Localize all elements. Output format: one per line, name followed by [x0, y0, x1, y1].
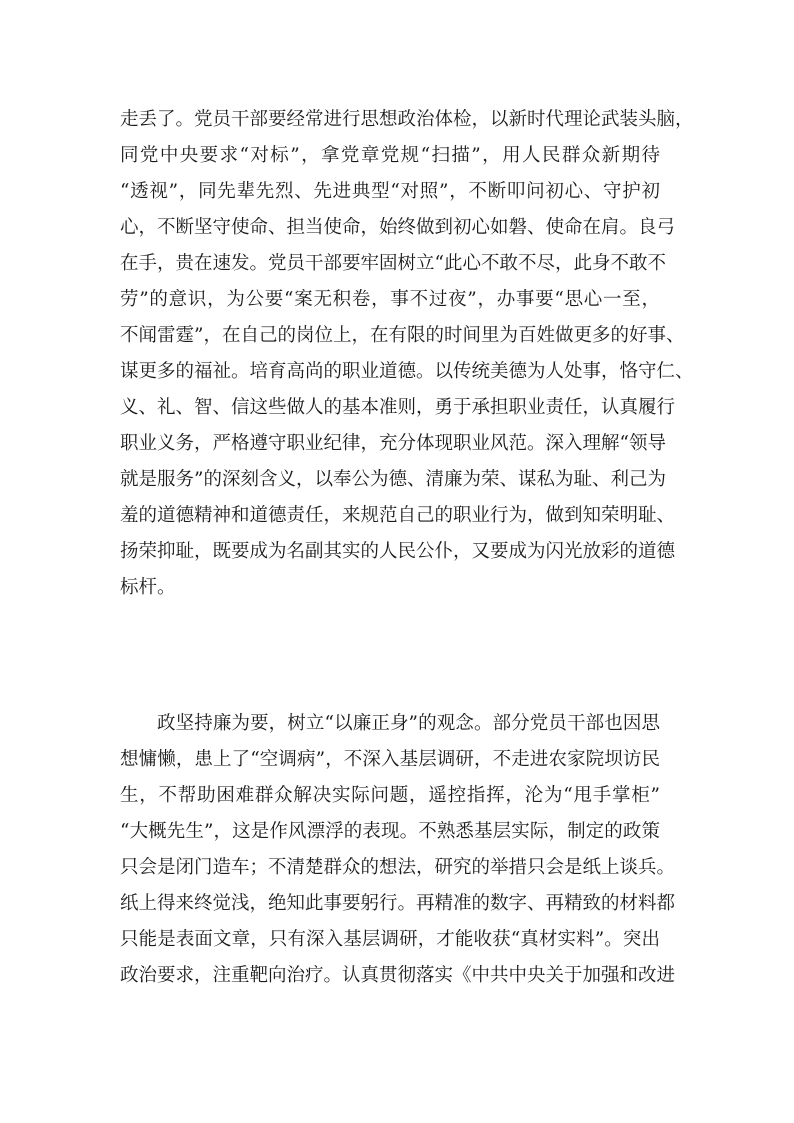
paragraph-line: 走丢了。党员干部要经常进行思想政治体检，以新时代理论武装头脑， — [120, 109, 694, 130]
paragraph-line: 纸上得来终觉浅，绝知此事要躬行。再精准的数字、再精致的材料都 — [120, 893, 676, 914]
paragraph-line: 只会是闭门造车；不清楚群众的想法，研究的举措只会是纸上谈兵。 — [120, 857, 676, 878]
paragraph-line: “透视”，同先辈先烈、先进典型“对照”，不断叩问初心、守护初 — [120, 181, 660, 202]
paragraph-line: 就是服务”的深刻含义，以奉公为德、清廉为荣、谋私为耻、利己为 — [120, 469, 666, 490]
paragraph-line: 职业义务，严格遵守职业纪律，充分体现职业风范。深入理解“领导 — [120, 433, 666, 454]
paragraph-line: 不闻雷霆”，在自己的岗位上，在有限的时间里为百姓做更多的好事、 — [120, 325, 685, 346]
paragraph-line: 羞的道德精神和道德责任，来规范自己的职业行为，做到知荣明耻、 — [120, 505, 676, 526]
paragraph-line: 义、礼、智、信这些做人的基本准则，勇于承担职业责任，认真履行 — [120, 397, 676, 418]
paragraph-1 — [120, 102, 694, 606]
paragraph-line: 劳”的意识，为公要“案无积卷，事不过夜”，办事要“思心一至， — [120, 289, 660, 310]
paragraph-line: 生，不帮助困难群众解决实际问题，遥控指挥，沦为“甩手掌柜” — [120, 785, 660, 806]
paragraph-line: 心，不断坚守使命、担当使命，始终做到初心如磐、使命在肩。良弓 — [120, 217, 676, 238]
paragraph-line: 标杆。 — [120, 577, 176, 598]
paragraph-line: 只能是表面文章，只有深入基层调研，才能收获“真材实料”。突出 — [120, 929, 660, 950]
paragraph-line: 同党中央要求“对标”，拿党章党规“扫描”，用人民群众新期待 — [120, 145, 660, 166]
paragraph-2 — [120, 706, 676, 994]
paragraph-line: “大概先生”，这是作风漂浮的表现。不熟悉基层实际，制定的政策 — [120, 821, 660, 842]
paragraph-line: 谋更多的福祉。培育高尚的职业道德。以传统美德为人处事，恪守仁、 — [120, 361, 694, 382]
paragraph-line: 扬荣抑耻，既要成为名副其实的人民公仆，又要成为闪光放彩的道德 — [120, 541, 676, 562]
paragraph-line: 在手，贵在速发。党员干部要牢固树立“此心不敢不尽，此身不敢不 — [120, 253, 666, 274]
paragraph-line: 想慵懒，患上了“空调病”，不深入基层调研，不走进农家院坝访民 — [120, 749, 660, 770]
paragraph-line: 政坚持廉为要，树立“以廉正身”的观念。部分党员干部也因思 — [157, 713, 660, 734]
paragraph-line: 政治要求，注重靶向治疗。认真贯彻落实《中共中央关于加强和改进 — [120, 965, 676, 986]
